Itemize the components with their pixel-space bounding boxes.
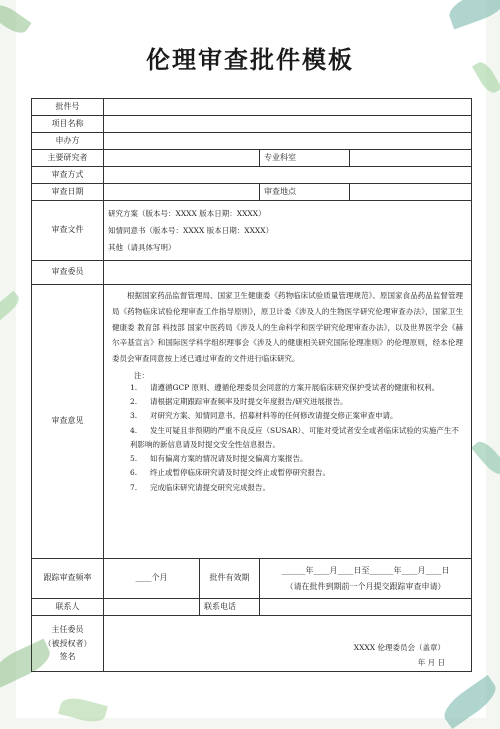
validity-field[interactable] [260,559,472,599]
label-validity: 批件有效期 [200,559,260,599]
label-department: 专业科室 [260,150,350,167]
label-batch-no: 批件号 [32,99,104,116]
approval-form-table [31,98,472,672]
label-project-name: 项目名称 [32,116,104,133]
note-text: 终止或暂停临床研究请及时提交终止或暂停研究报告。 [150,468,330,478]
label-review-date: 审查日期 [32,184,104,201]
note-text: 请遵循GCP 原则、遵循伦理委员会同意的方案开展临床研究保护受试者的健康和权利。 [150,382,440,392]
reviewers-field[interactable] [104,261,472,285]
notes-heading: 注： [134,370,149,380]
committee-seal-text: XXXX 伦理委员会（盖章） [353,643,445,652]
project-name-field[interactable] [104,116,472,133]
label-track-freq: 跟踪审查频率 [32,559,104,599]
phone-field[interactable] [260,599,472,616]
label-reviewers: 审查委员 [32,261,104,285]
label-pi: 主要研究者 [32,150,104,167]
opinion-paragraph: 根据国家药品监督管理局、国家卫生健康委《药物临床试验质量管理规范》、原国家食品药品监督管理局《药物临床试验伦理审查工作指导原则》，原卫计委《涉及人的生物医学研究伦理审查办法》，国家卫生健康委 教育部 科技部 国家中医药局《涉及人的生命科学和医学研究伦理审查办法》，以及世界医学会《赫尔辛基宣言》和国际医学科学组织理事会《涉及人的健康相关研究国际伦理准则》的伦理原则，经本伦理委员会审查同意按上述已通过审查的文件进行临床研究。 [112,291,463,363]
opinion-content [104,285,472,559]
review-doc-item: 研究方案（版本号：XXXX 版本日期：XXXX） [108,208,266,218]
note-text: 发生可疑且非预期的严重不良反应（SUSAR）、可能对受试者安全或者临床试验的实施产生不利影响的新信息请及时提交安全性信息报告。 [130,425,459,449]
sign-date: 年 月 日 [417,658,445,667]
note-text: 请根据定期跟踪审查频率及时提交年度报告/研究进展报告。 [150,397,348,407]
label-opinion: 审查意见 [32,285,104,559]
review-doc-item: 其他（请具体写明） [108,243,176,253]
review-date-field[interactable] [104,184,260,201]
note-item [112,395,463,409]
note-number: 6. [130,468,138,478]
note-number: 4. [130,425,138,435]
note-number: 5. [130,454,138,464]
validity-note: （请在批件到期前一个月提交跟踪审查申请） [285,581,446,591]
note-text: 对研究方案、知情同意书、招募材料等的任何修改请提交修正案审查申请。 [150,411,398,421]
department-field[interactable] [350,150,472,167]
label-review-place: 审查地点 [260,184,350,201]
review-docs-list [104,201,472,261]
note-item [112,381,463,395]
label-review-method: 审查方式 [32,167,104,184]
note-item [112,424,463,453]
label-phone: 联系电话 [200,599,260,616]
note-number: 1. [130,382,138,392]
note-item [112,481,463,495]
note-item [112,409,463,423]
label-chair-sign: 主任委员 （被授权者） 签名 [32,616,104,672]
label-review-docs: 审查文件 [32,201,104,261]
note-number: 2. [130,397,138,407]
note-number: 7. [130,482,138,492]
note-number: 3. [130,411,138,421]
label-contact: 联系人 [32,599,104,616]
contact-field[interactable] [104,599,200,616]
review-doc-item: 知情同意书（版本号：XXXX 版本日期：XXXX） [108,225,274,235]
review-place-field[interactable] [350,184,472,201]
validity-date-range: ______年____月____日至______年____月____日 [281,566,450,576]
review-method-field[interactable] [104,167,472,184]
note-text: 完成临床研究请提交研究完成报告。 [150,482,270,492]
note-item [112,466,463,480]
note-item [112,452,463,466]
applicant-field[interactable] [104,133,472,150]
track-freq-field[interactable]: ____个月 [104,559,200,599]
page-title: 伦理审查批件模板 [146,46,354,74]
signature-area[interactable] [104,616,472,672]
note-text: 如有偏离方案的情况请及时提交偏离方案报告。 [150,454,308,464]
label-applicant: 申办方 [32,133,104,150]
pi-field[interactable] [104,150,260,167]
batch-no-field[interactable] [104,99,472,116]
